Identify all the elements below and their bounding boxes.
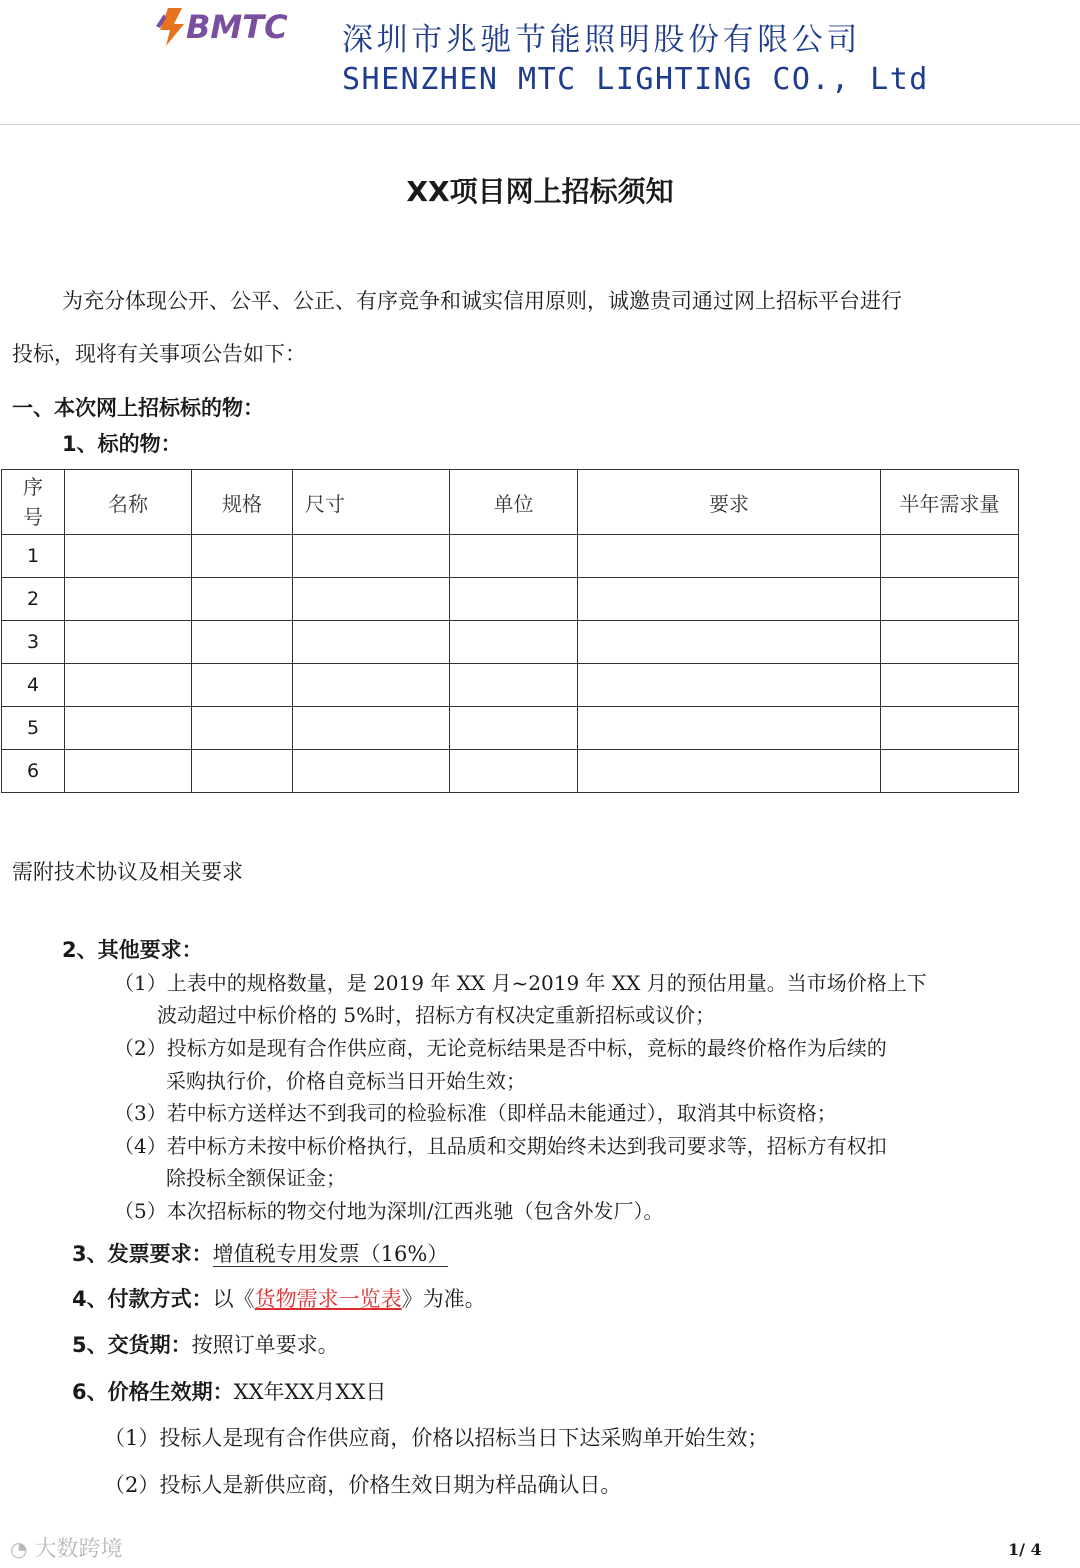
other-requirements-heading: 2、其他要求： — [62, 938, 203, 962]
items-table — [1, 469, 1019, 793]
company-logo — [152, 2, 342, 50]
payment-suffix: 》为准。 — [401, 1287, 486, 1311]
requirement-1-line-1: （1）上表中的规格数量，是 2019 年 XX 月~2019 年 XX 月的预估用量。当市场价格上下 — [114, 971, 927, 995]
header-divider — [0, 124, 1080, 125]
payment-label: 4、付款方式： — [72, 1287, 213, 1311]
page-number: 1/ 4 — [1008, 1540, 1042, 1559]
requirement-2-line-1: （2）投标方如是现有合作供应商，无论竞标结果是否中标，竞标的最终价格作为后续的 — [114, 1036, 887, 1060]
price-effective-row — [72, 1376, 386, 1406]
col-header-unit: 单位 — [450, 470, 578, 535]
goods-demand-list-link[interactable]: 货物需求一览表 — [254, 1287, 402, 1311]
requirement-2-line-2: 采购执行价，价格自竞标当日开始生效； — [166, 1069, 526, 1093]
delivery-row — [72, 1329, 339, 1359]
table-row — [2, 750, 1019, 793]
intro-line-2: 投标，现将有关事项公告如下： — [12, 342, 306, 366]
invoice-value: 增值税专用发票（16%） — [212, 1242, 449, 1266]
row-index: 2 — [2, 578, 65, 621]
row-index: 3 — [2, 621, 65, 664]
price-effective-item-2: （2）投标人是新供应商，价格生效日期为样品确认日。 — [104, 1473, 622, 1497]
delivery-label: 5、交货期： — [72, 1333, 192, 1357]
table-header-row — [2, 470, 1019, 535]
table-row — [2, 535, 1019, 578]
price-effective-item-1: （1）投标人是现有合作供应商，价格以招标当日下达采购单开始生效； — [104, 1426, 769, 1450]
company-name-en: SHENZHEN MTC LIGHTING CO., Ltd — [342, 62, 929, 97]
section-1-heading: 一、本次网上招标标的物： — [12, 396, 264, 420]
requirement-4-line-2: 除投标全额保证金； — [166, 1166, 346, 1190]
company-name-cn: 深圳市兆驰节能照明股份有限公司 — [342, 22, 861, 58]
tech-agreement-note: 需附技术协议及相关要求 — [12, 860, 243, 884]
col-header-size: 尺寸 — [293, 470, 450, 535]
price-effective-value: XX年XX月XX日 — [233, 1380, 387, 1404]
row-index: 5 — [2, 707, 65, 750]
row-index: 4 — [2, 664, 65, 707]
watermark-logo — [10, 1532, 122, 1563]
row-index: 1 — [2, 535, 65, 578]
requirement-1-line-2: 波动超过中标价格的 5%时，招标方有权决定重新招标或议价； — [157, 1003, 716, 1027]
table-row — [2, 664, 1019, 707]
logo-mark — [156, 8, 184, 46]
intro-line-1: 为充分体现公开、公平、公正、有序竞争和诚实信用原则，诚邀贵司通过网上招标平台进行 — [62, 289, 902, 313]
price-effective-label: 6、价格生效期： — [72, 1380, 234, 1404]
watermark-icon: ◔ — [10, 1537, 28, 1561]
col-header-index: 序号 — [2, 470, 65, 535]
table-row — [2, 707, 1019, 750]
requirement-3: （3）若中标方送样达不到我司的检验标准（即样品未能通过），取消其中标资格； — [114, 1101, 837, 1125]
table-row — [2, 621, 1019, 664]
logo-text: BMTC — [186, 8, 288, 46]
col-header-name: 名称 — [65, 470, 192, 535]
section-1-sub-heading: 1、标的物： — [62, 432, 182, 456]
document-title: XX项目网上招标须知 — [406, 175, 674, 208]
row-index: 6 — [2, 750, 65, 793]
table-row — [2, 578, 1019, 621]
watermark-text: 大数跨境 — [34, 1537, 123, 1562]
col-header-half-year-demand: 半年需求量 — [881, 470, 1019, 535]
col-header-requirement: 要求 — [578, 470, 881, 535]
invoice-row — [72, 1238, 448, 1268]
requirement-4-line-1: （4）若中标方未按中标价格执行，且品质和交期始终未达到我司要求等，招标方有权扣 — [114, 1134, 887, 1158]
invoice-label: 3、发票要求： — [72, 1242, 213, 1266]
payment-row — [72, 1283, 486, 1313]
requirement-5: （5）本次招标标的物交付地为深圳/江西兆驰（包含外发厂）。 — [114, 1199, 664, 1223]
payment-prefix: 以《 — [212, 1287, 255, 1311]
col-header-spec: 规格 — [192, 470, 293, 535]
delivery-value: 按照订单要求。 — [191, 1333, 339, 1357]
